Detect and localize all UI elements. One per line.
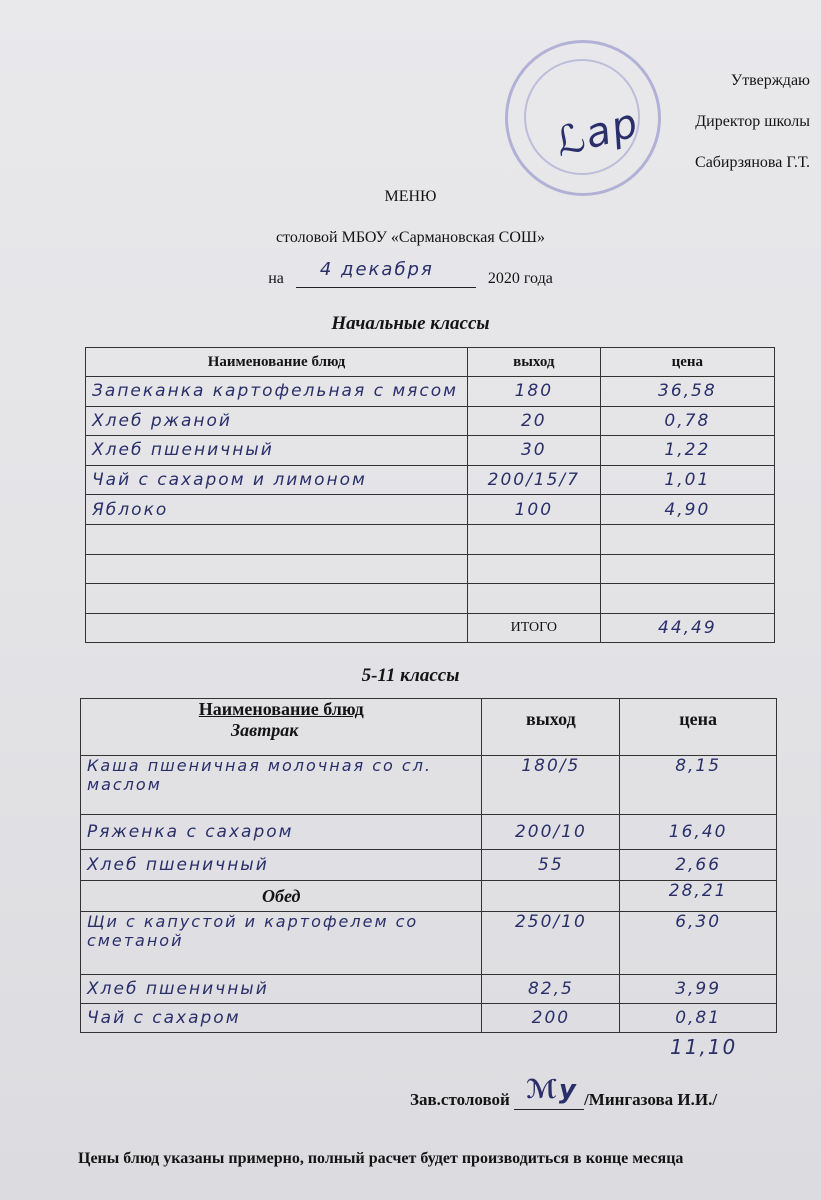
empty-row	[86, 584, 775, 614]
dish-name: Чай с сахаром и лимоном	[86, 465, 468, 495]
dish-weight: 200/15/7	[467, 465, 600, 495]
date-handwritten: 4 декабря	[319, 259, 434, 280]
table-header-row	[81, 699, 777, 756]
empty-row	[86, 524, 775, 554]
dish-weight: 20	[467, 406, 600, 436]
dish-weight: 82,5	[482, 975, 620, 1004]
table-row	[81, 975, 777, 1004]
senior-section-title: 5-11 классы	[361, 665, 460, 686]
dish-price: 3,99	[620, 975, 777, 1004]
table-row	[86, 436, 775, 466]
total-label: ИТОГО	[467, 613, 600, 643]
dish-name: Хлеб пшеничный	[81, 850, 482, 881]
col-header-price: цена	[620, 699, 777, 756]
dish-price: 2,66	[620, 850, 777, 881]
date-field	[296, 259, 476, 288]
breakfast-total: 28,21	[620, 881, 777, 912]
manager-signature-field	[514, 1075, 584, 1110]
table-row	[81, 850, 777, 881]
approval-line-1: Утверждаю	[730, 72, 810, 89]
date-prefix: на	[268, 270, 284, 287]
approval-line-2: Директор школы	[695, 113, 810, 130]
lunch-label: Обед	[81, 881, 482, 912]
dish-price: 0,81	[620, 1004, 777, 1033]
total-value: 44,49	[600, 613, 774, 643]
empty-row	[86, 554, 775, 584]
dish-name: Хлеб пшеничный	[81, 975, 482, 1004]
manager-prefix: Зав.столовой	[410, 1090, 510, 1109]
table-row	[81, 815, 777, 850]
canteen-name: столовой МБОУ «Сармановская СОШ»	[275, 229, 546, 246]
dish-weight: 180/5	[482, 756, 620, 815]
approval-line-3: Сабирзянова Г.Т.	[695, 154, 810, 171]
table-row	[86, 495, 775, 525]
dish-price: 6,30	[620, 912, 777, 975]
dish-price: 16,40	[620, 815, 777, 850]
approval-block	[600, 60, 810, 183]
primary-menu-table	[85, 347, 775, 643]
col-header-weight: выход	[467, 348, 600, 377]
dish-weight: 30	[467, 436, 600, 466]
dish-name: Яблоко	[86, 495, 468, 525]
dish-name: Запеканка картофельная с мясом	[86, 377, 468, 407]
lunch-header-row	[81, 881, 777, 912]
table-row	[81, 756, 777, 815]
lunch-total: 11,10	[670, 1035, 738, 1059]
table-header-row	[86, 348, 775, 377]
dish-weight: 200/10	[482, 815, 620, 850]
col-header-name-label: Наименование блюд	[198, 699, 364, 719]
dish-name: Каша пшеничная молочная со сл. маслом	[81, 756, 482, 815]
table-row	[81, 1004, 777, 1033]
senior-menu-table	[80, 698, 777, 1033]
breakfast-label: Завтрак	[231, 720, 299, 740]
dish-name: Ряженка с сахаром	[81, 815, 482, 850]
total-row	[86, 613, 775, 643]
date-line	[0, 259, 821, 288]
dish-price: 1,22	[600, 436, 774, 466]
dish-weight: 180	[467, 377, 600, 407]
dish-weight: 200	[482, 1004, 620, 1033]
dish-name: Щи с капустой и картофелем со сметаной	[81, 912, 482, 975]
year-suffix: 2020 года	[487, 270, 553, 287]
menu-title: МЕНЮ	[384, 188, 437, 205]
table-row	[86, 377, 775, 407]
primary-section-title: Начальные классы	[331, 313, 490, 334]
col-header-name	[81, 699, 482, 756]
manager-signature: ℳy	[526, 1075, 578, 1105]
dish-weight: 100	[467, 495, 600, 525]
price-note: Цены блюд указаны примерно, полный расчет будет производиться в конце месяца	[78, 1150, 684, 1167]
table-row	[86, 465, 775, 495]
dish-price: 1,01	[600, 465, 774, 495]
table-row	[86, 406, 775, 436]
dish-name: Хлеб пшеничный	[86, 436, 468, 466]
dish-weight: 55	[482, 850, 620, 881]
dish-weight: 250/10	[482, 912, 620, 975]
col-header-name: Наименование блюд	[86, 348, 468, 377]
dish-price: 0,78	[600, 406, 774, 436]
col-header-weight: выход	[482, 699, 620, 756]
table-row	[81, 912, 777, 975]
manager-name: /Мингазова И.И./	[584, 1090, 718, 1109]
director-signature: ℒap	[550, 99, 645, 167]
col-header-price: цена	[600, 348, 774, 377]
dish-price: 36,58	[600, 377, 774, 407]
dish-name: Хлеб ржаной	[86, 406, 468, 436]
dish-name: Чай с сахаром	[81, 1004, 482, 1033]
dish-price: 8,15	[620, 756, 777, 815]
dish-price: 4,90	[600, 495, 774, 525]
manager-line	[410, 1075, 718, 1110]
